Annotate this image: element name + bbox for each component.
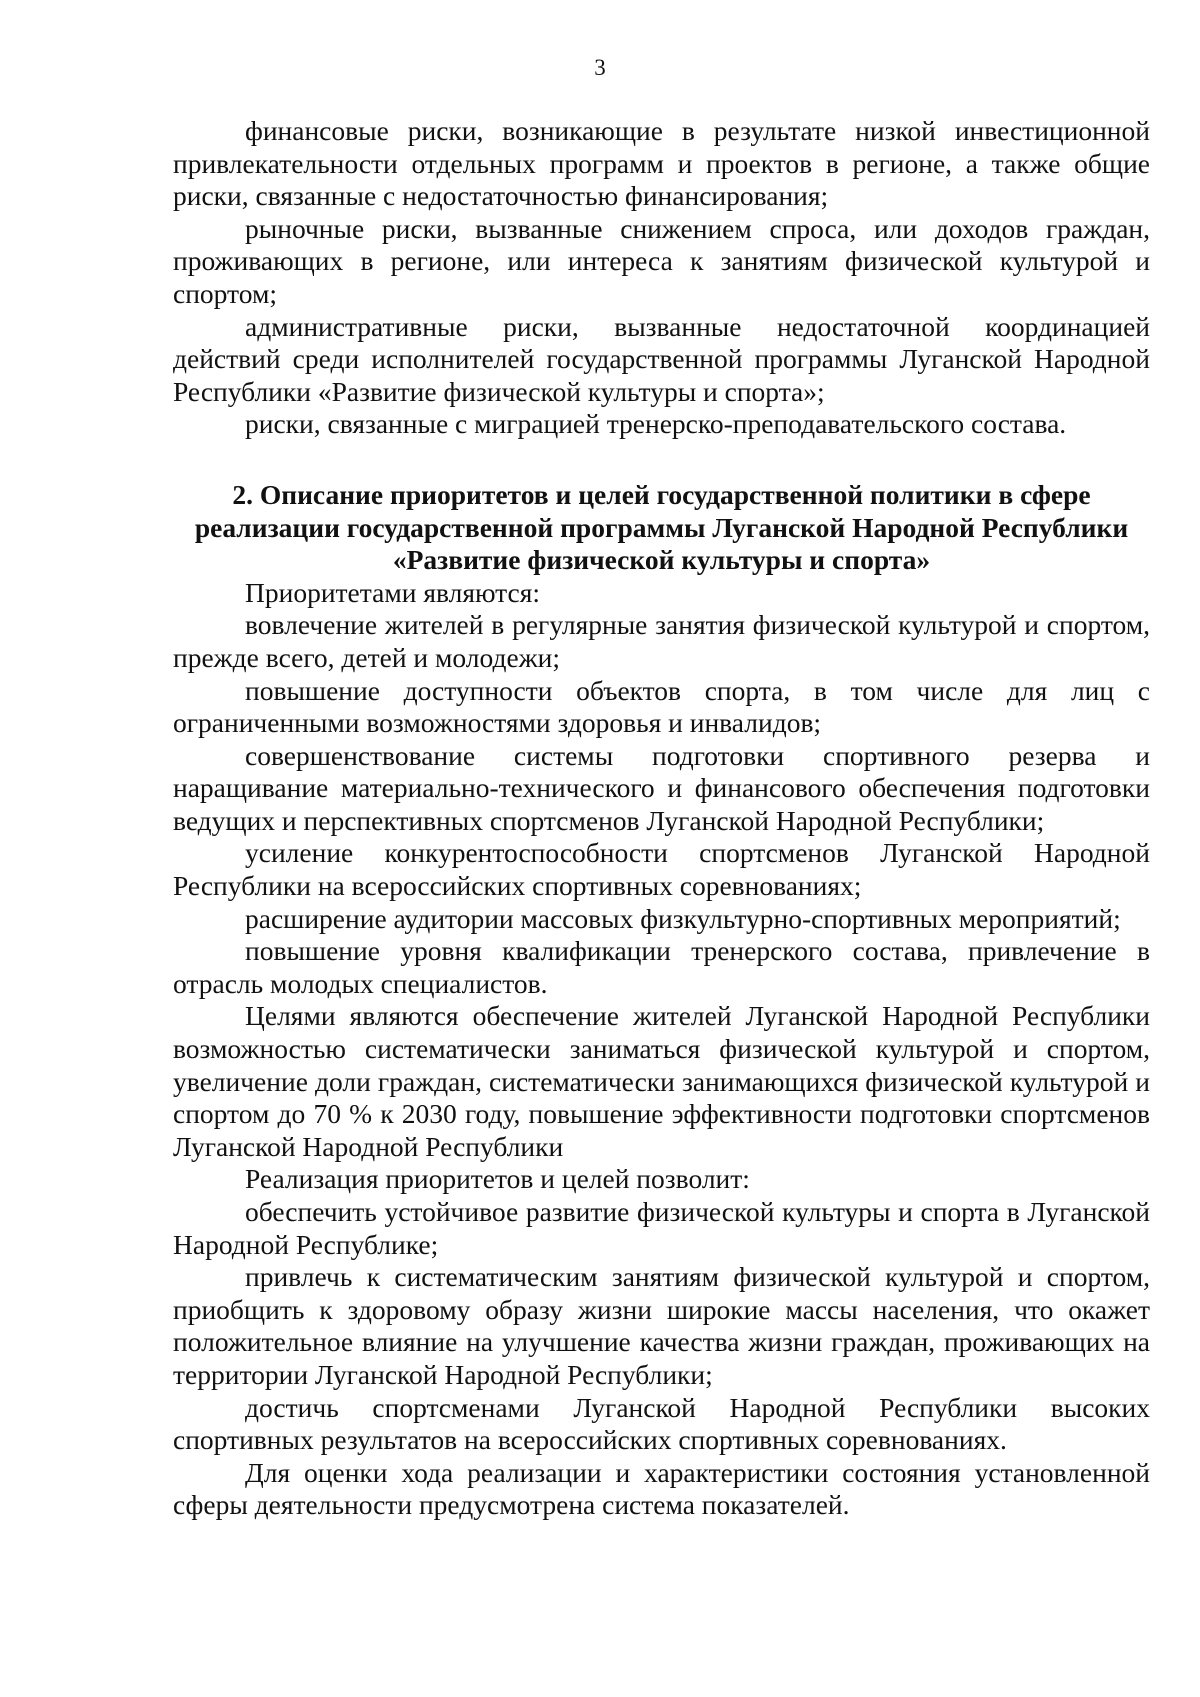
paragraph-goals: Целями являются обеспечение жителей Луганской Народной Республики возможностью систематически заниматься физической культурой и спортом, увеличение доли граждан, систематически занимающихся физической культурой и спортом до 70 % к 2030 году, повышение эффективности подготовки спортсменов Луганской Народной Республики (173, 1000, 1150, 1162)
section-heading-line-1: 2. Описание приоритетов и целей государственной политики в сфере (232, 478, 1091, 510)
section-heading-line-3: «Развитие физической культуры и спорта» (392, 544, 931, 576)
paragraph-implementation-intro: Реализация приоритетов и целей позволит: (245, 1163, 750, 1195)
section-heading-line-2: реализации государственной программы Луганской Народной Республики (194, 511, 1129, 543)
paragraph-result-achievements: достичь спортсменами Луганской Народной Республики высоких спортивных результатов на всероссийских спортивных соревнованиях. (173, 1391, 1150, 1456)
paragraph-result-engagement: привлечь к систематическим занятиям физической культурой и спортом, приобщить к здоровому образу жизни широкие массы населения, что окажет положительное влияние на улучшение качества жизни граждан, проживающих на территории Луганской Народной Республики; (173, 1261, 1150, 1390)
paragraph-priority-audience: расширение аудитории массовых физкультурно-спортивных мероприятий; (245, 902, 1121, 934)
paragraph-migration-risks: риски, связанные с миграцией тренерско-преподавательского состава. (245, 408, 1067, 440)
paragraph-priority-accessibility: повышение доступности объектов спорта, в том числе для лиц с ограниченными возможностями здоровья и инвалидов; (173, 674, 1150, 739)
paragraph-financial-risks: финансовые риски, возникающие в результате низкой инвестиционной привлекательности отдельных программ и проектов в регионе, а также общие риски, связанные с недостаточностью финансирования; (173, 115, 1150, 212)
section-heading (173, 479, 1150, 577)
paragraph-priority-competitiveness: усиление конкурентоспособности спортсменов Луганской Народной Республики на всероссийских спортивных соревнованиях; (173, 837, 1150, 902)
page-number: 3 (594, 55, 606, 80)
paragraph-indicators: Для оценки хода реализации и характеристики состояния установленной сферы деятельности предусмотрена система показателей. (173, 1456, 1150, 1521)
paragraph-priority-qualification: повышение уровня квалификации тренерского состава, привлечение в отрасль молодых специалистов. (173, 935, 1150, 999)
document-body (173, 115, 1150, 1522)
paragraph-priority-reserve: совершенствование системы подготовки спортивного резерва и наращивание материально-технического и финансового обеспечения подготовки ведущих и перспективных спортсменов Луганской Народной Республики; (173, 739, 1150, 836)
paragraph-priority-involvement: вовлечение жителей в регулярные занятия физической культурой и спортом, прежде всего, детей и молодежи; (173, 609, 1150, 673)
paragraph-market-risks: рыночные риски, вызванные снижением спроса, или доходов граждан, проживающих в регионе, или интереса к занятиям физической культурой и спортом; (173, 212, 1150, 309)
paragraph-priorities-intro: Приоритетами являются: (245, 576, 540, 608)
paragraph-result-development: обеспечить устойчивое развитие физической культуры и спорта в Луганской Народной Республике; (173, 1196, 1150, 1260)
paragraph-administrative-risks: административные риски, вызванные недостаточной координацией действий среди исполнителей государственной программы Луганской Народной Республики «Развитие физической культуры и спорта»; (173, 310, 1150, 407)
